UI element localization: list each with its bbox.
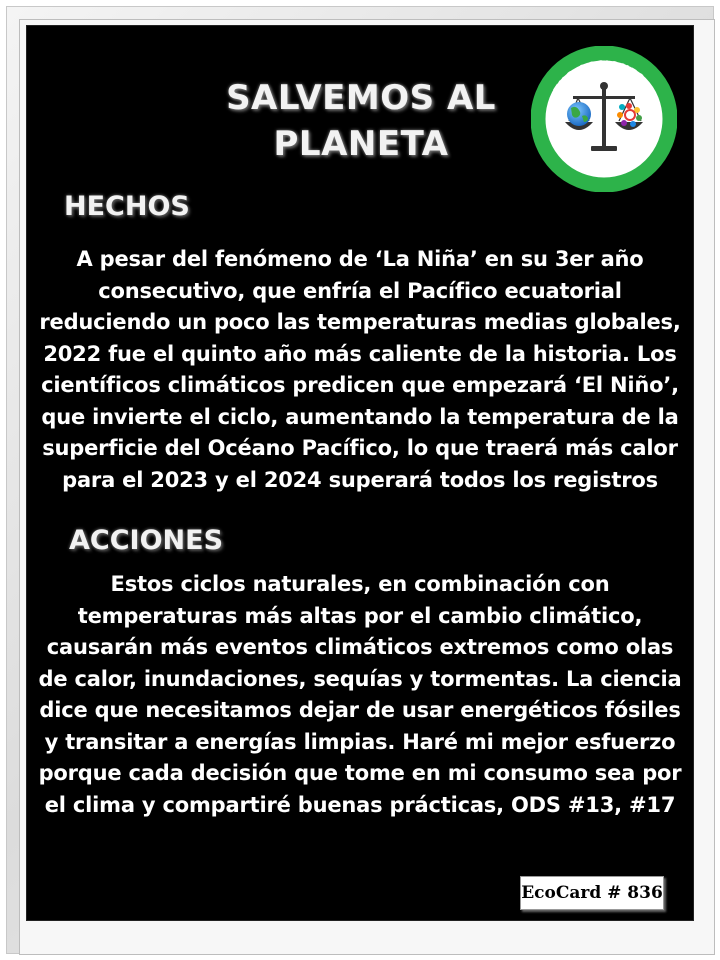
logo-top-text: TUS ACCIONES...	[551, 58, 657, 96]
hechos-paragraph: A pesar del fenómeno de ‘La Niña’ en su 3er año consecutivo, que enfría el Pacífico ecuatorial reduciendo un poco las temperaturas medias globales, 2022 fue el quinto año más caliente de la historia. Los científicos climáticos predicen que empezará ‘El Niño’, que invierte el ciclo, aumentando la temperatura de la superficie del Océano Pacífico, lo que traerá más calor para el 2023 y el 2024 superará todos los registros	[39, 247, 681, 492]
logo-bottom-text: ...SALVAN AL PLANETA	[549, 133, 659, 178]
chalkboard	[26, 25, 694, 921]
logo	[531, 46, 677, 192]
page-title: SALVEMOS AL PLANETA	[226, 78, 496, 164]
ecocard-label: EcoCard # 836	[520, 876, 664, 910]
acciones-paragraph: Estos ciclos naturales, en combinación con temperaturas más altas por el cambio climático, causarán más eventos climáticos extremos como olas de calor, inundaciones, sequías y tormentas. La ciencia dice que necesitamos dejar de usar energéticos fósiles y transitar a energías limpias. Haré mi mejor esfuerzo porque cada decisión que tome en mi consumo sea por el clima y compartiré buenas prácticas, ODS #13, #17	[38, 572, 682, 817]
acciones-heading: ACCIONES	[69, 525, 224, 556]
hechos-heading: HECHOS	[64, 191, 190, 222]
